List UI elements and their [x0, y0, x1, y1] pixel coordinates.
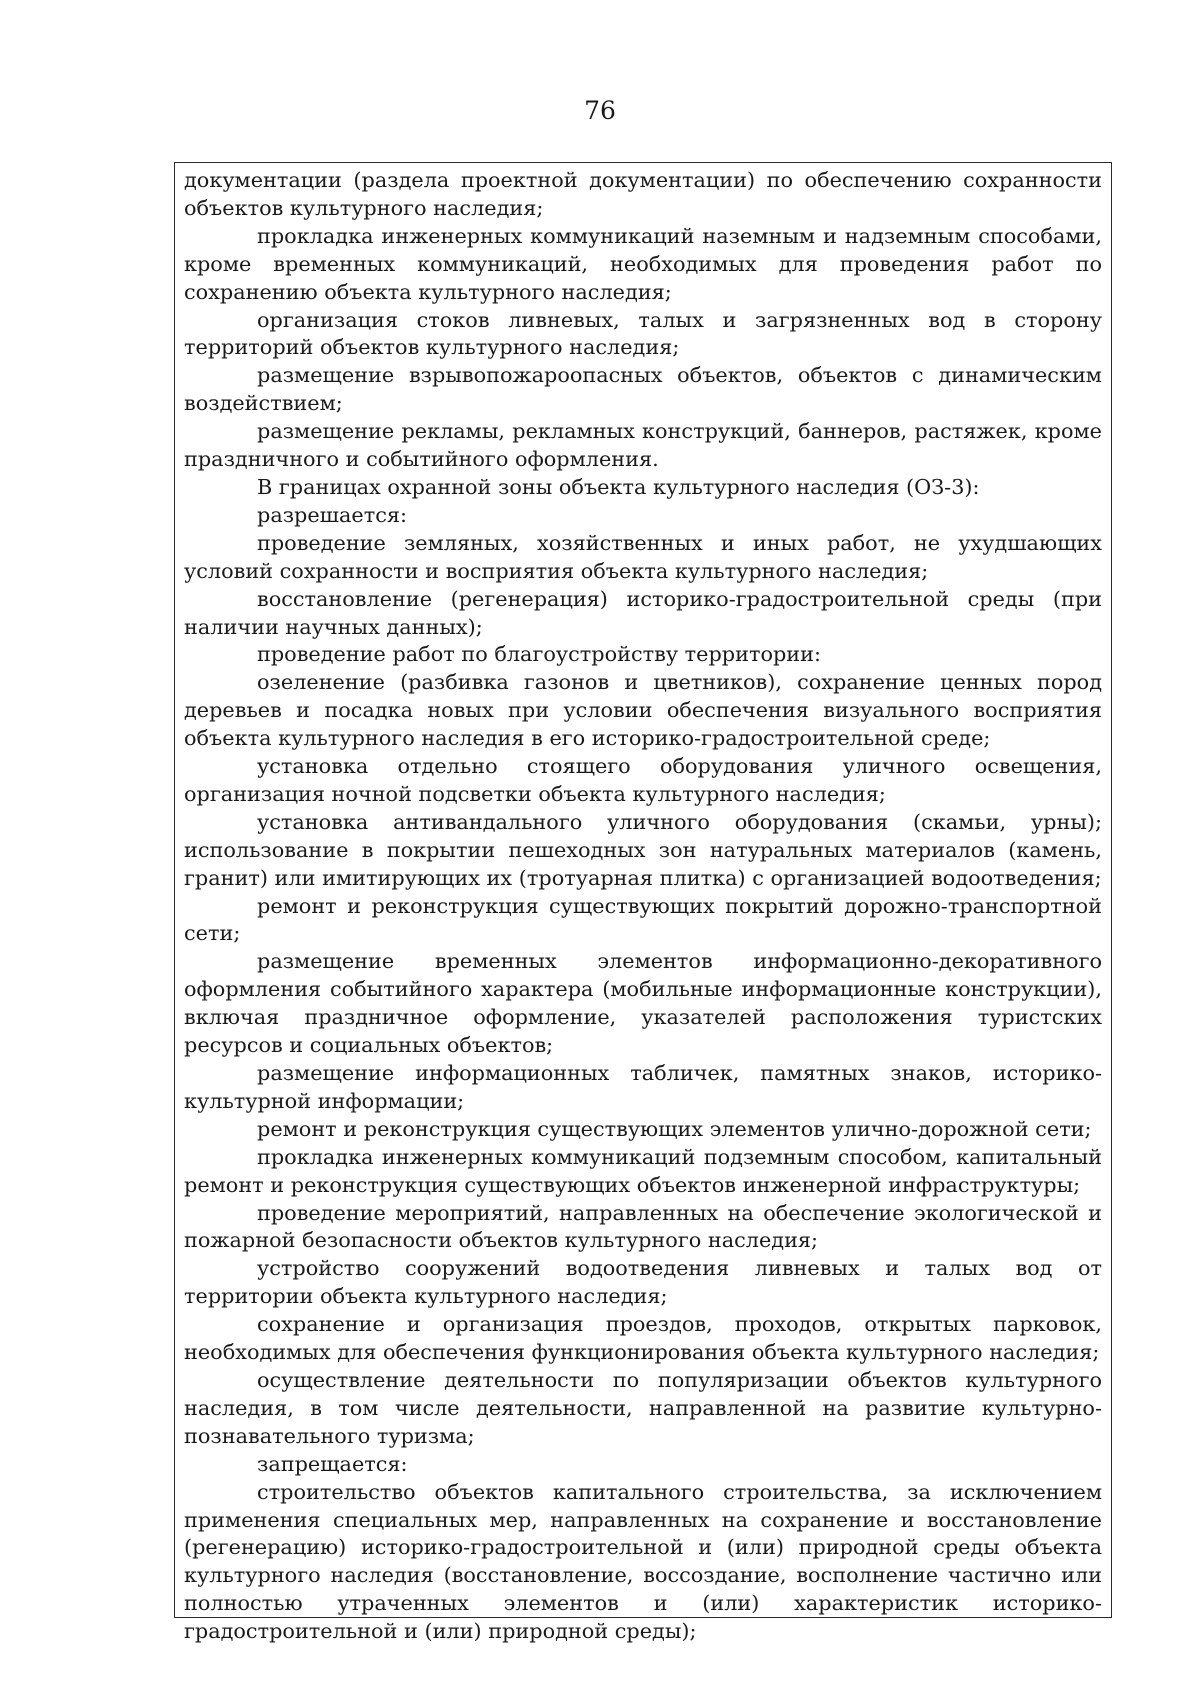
paragraph: установка антивандального уличного оборудования (скамьи, урны); использование в покрытии пешеходных зон натуральных материалов (камень, гранит) или имитирующих их (тротуарная плитка) с организацией водоотведения;	[184, 809, 1102, 890]
paragraph: устройство сооружений водоотведения ливневых и талых вод от территории объекта культурного наследия;	[184, 1256, 1102, 1309]
section-heading-oz3: В границах охранной зоны объекта культурного наследия (ОЗ-3):	[257, 474, 980, 499]
paragraph: восстановление (регенерация) историко-градостроительной среды (при наличии научных данных);	[184, 586, 1102, 639]
paragraph: проведение работ по благоустройству территории:	[257, 642, 822, 667]
paragraph: проведение мероприятий, направленных на обеспечение экологической и пожарной безопасности объектов культурного наследия;	[184, 1200, 1102, 1253]
paragraph: размещение информационных табличек, памятных знаков, историко-культурной информации;	[184, 1061, 1102, 1113]
paragraph: размещение временных элементов информационно-декоративного оформления событийного характера (мобильные информационные конструкции), включая праздничное оформление, указателей расположения туристских ресурсов и социальных объектов;	[184, 949, 1102, 1058]
paragraph: ремонт и реконструкция существующих покрытий дорожно-транспортной сети;	[184, 893, 1102, 946]
paragraph-continuation: документации (раздела проектной документации) по обеспечению сохранности объектов культурного наследия;	[184, 168, 1102, 220]
paragraph: прокладка инженерных коммуникаций подземным способом, капитальный ремонт и реконструкция существующих объектов инженерной инфраструктуры;	[184, 1144, 1102, 1197]
paragraph: сохранение и организация проездов, проходов, открытых парковок, необходимых для обеспечения функционирования объекта культурного наследия;	[184, 1312, 1102, 1365]
paragraph: осуществление деятельности по популяризации объектов культурного наследия, в том числе деятельности, направленной на развитие культурно-познавательного туризма;	[184, 1367, 1102, 1448]
permitted-heading: разрешается:	[257, 502, 407, 527]
paragraph: организация стоков ливневых, талых и загрязненных вод в сторону территорий объектов культурного наследия;	[184, 307, 1102, 360]
document-text-frame	[174, 162, 1112, 1644]
paragraph: размещение рекламы, рекламных конструкций, баннеров, растяжек, кроме праздничного и событийного оформления.	[184, 419, 1102, 472]
paragraph: строительство объектов капитального строительства, за исключением применения специальных мер, направленных на сохранение и восстановление (регенерацию) историко-градостроительной и (или) природной среды объекта культурного наследия (восстановление, воссоздание, восполнение частично или полностью утраченных элементов и (или) характеристик историко-градостроительной и (или) природной среды);	[184, 1479, 1102, 1644]
paragraph: ремонт и реконструкция существующих элементов улично-дорожной сети;	[257, 1116, 1092, 1141]
paragraph: установка отдельно стоящего оборудования уличного освещения, организация ночной подсветки объекта культурного наследия;	[184, 754, 1102, 806]
page-number: 76	[584, 96, 616, 125]
prohibited-heading: запрещается:	[257, 1451, 408, 1476]
paragraph: озеленение (разбивка газонов и цветников), сохранение ценных пород деревьев и посадка новых при условии обеспечения визуального восприятия объекта культурного наследия в его историко-градостроительной среде;	[184, 670, 1102, 751]
paragraph: прокладка инженерных коммуникаций наземным и надземным способами, кроме временных коммуникаций, необходимых для проведения работ по сохранению объекта культурного наследия;	[184, 223, 1102, 304]
paragraph: размещение взрывопожароопасных объектов, объектов с динамическим воздействием;	[184, 363, 1102, 416]
paragraph: проведение земляных, хозяйственных и иных работ, не ухудшающих условий сохранности и восприятия объекта культурного наследия;	[184, 530, 1102, 583]
